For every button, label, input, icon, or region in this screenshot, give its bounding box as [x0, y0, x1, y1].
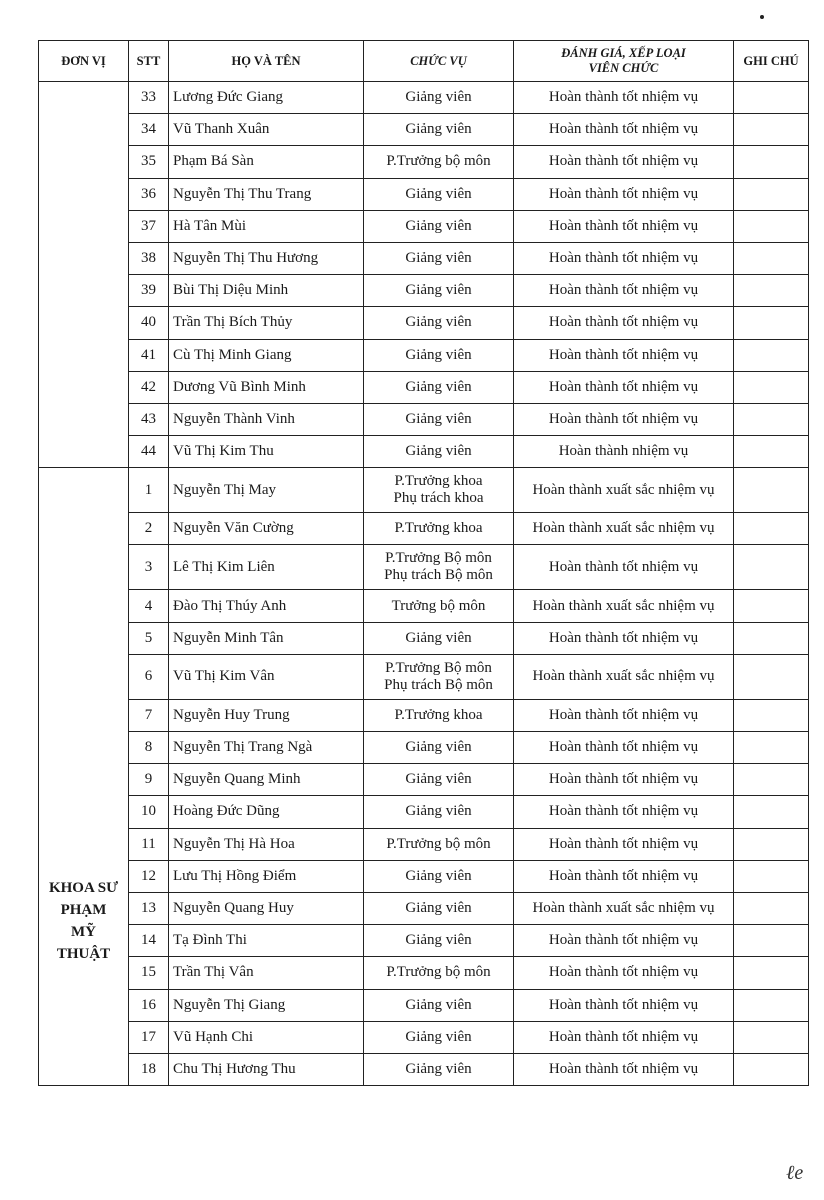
table-row [39, 545, 809, 590]
stt-cell: 42 [129, 371, 169, 403]
stt-cell: 7 [129, 699, 169, 731]
note-cell [734, 242, 809, 274]
position-line: Giảng viên [405, 629, 472, 646]
position-cell [364, 892, 514, 924]
table-row [39, 957, 809, 989]
position-cell [364, 925, 514, 957]
name-cell: Nguyễn Thành Vinh [169, 403, 364, 435]
position-cell [364, 1021, 514, 1053]
position-line: P.Trưởng bộ môn [386, 835, 491, 852]
name-cell: Vũ Thị Kim Thu [169, 436, 364, 468]
evaluation-cell: Hoàn thành tốt nhiệm vụ [514, 860, 734, 892]
stt-cell: 44 [129, 436, 169, 468]
position-cell: Giảng viên [364, 307, 514, 339]
table-row [39, 622, 809, 654]
name-cell: Nguyễn Huy Trung [169, 699, 364, 731]
table-row [39, 339, 809, 371]
name-cell: Nguyễn Thị Hà Hoa [169, 828, 364, 860]
name-cell: Dương Vũ Bình Minh [169, 371, 364, 403]
note-cell [734, 590, 809, 622]
evaluation-cell: Hoàn thành tốt nhiệm vụ [514, 957, 734, 989]
evaluation-cell: Hoàn thành tốt nhiệm vụ [514, 114, 734, 146]
position-line: Trưởng bộ môn [391, 597, 486, 614]
position-cell [364, 545, 514, 590]
position-cell: Giảng viên [364, 210, 514, 242]
stt-cell: 6 [129, 654, 169, 699]
name-cell: Đào Thị Thúy Anh [169, 590, 364, 622]
table-row [39, 654, 809, 699]
table-row [39, 699, 809, 731]
position-cell [364, 989, 514, 1021]
stt-cell: 39 [129, 275, 169, 307]
note-cell [734, 654, 809, 699]
evaluation-cell: Hoàn thành tốt nhiệm vụ [514, 178, 734, 210]
table-row [39, 210, 809, 242]
note-cell [734, 860, 809, 892]
position-line: P.Trưởng khoa [394, 473, 483, 490]
position-line: P.Trưởng khoa [394, 520, 483, 537]
stt-cell: 33 [129, 82, 169, 114]
table-row [39, 1053, 809, 1085]
note-cell [734, 513, 809, 545]
stt-cell: 18 [129, 1053, 169, 1085]
scan-dot [760, 15, 764, 19]
stt-cell: 38 [129, 242, 169, 274]
table-row [39, 513, 809, 545]
name-cell: Vũ Thị Kim Vân [169, 654, 364, 699]
position-cell [364, 654, 514, 699]
evaluation-cell: Hoàn thành tốt nhiệm vụ [514, 82, 734, 114]
handwritten-initial: ℓe [786, 1162, 804, 1184]
position-line: Giảng viên [405, 932, 472, 949]
stt-cell: 37 [129, 210, 169, 242]
name-cell: Vũ Thanh Xuân [169, 114, 364, 146]
note-cell [734, 114, 809, 146]
unit-label-line: MỸ [71, 924, 96, 941]
note-cell [734, 764, 809, 796]
note-cell [734, 146, 809, 178]
note-cell [734, 796, 809, 828]
note-cell [734, 371, 809, 403]
stt-cell: 41 [129, 339, 169, 371]
header-evaluation [514, 41, 734, 82]
header-unit: ĐƠN VỊ [39, 41, 129, 82]
name-cell: Nguyễn Quang Huy [169, 892, 364, 924]
name-cell: Chu Thị Hương Thu [169, 1053, 364, 1085]
stt-cell: 4 [129, 590, 169, 622]
table-row [39, 590, 809, 622]
table-row [39, 436, 809, 468]
name-cell: Nguyễn Minh Tân [169, 622, 364, 654]
note-cell [734, 1021, 809, 1053]
position-line: P.Trưởng Bộ môn [385, 550, 492, 567]
stt-cell: 17 [129, 1021, 169, 1053]
unit-label-line: KHOA SƯ [48, 880, 119, 897]
table-row [39, 764, 809, 796]
name-cell: Phạm Bá Sàn [169, 146, 364, 178]
table-row [39, 307, 809, 339]
position-line: P.Trưởng bộ môn [386, 964, 491, 981]
name-cell: Lê Thị Kim Liên [169, 545, 364, 590]
name-cell: Lương Đức Giang [169, 82, 364, 114]
table-row [39, 860, 809, 892]
note-cell [734, 957, 809, 989]
table-row [39, 925, 809, 957]
position-line: P.Trưởng Bộ môn [385, 659, 492, 676]
evaluation-cell: Hoàn thành tốt nhiệm vụ [514, 989, 734, 1021]
note-cell [734, 468, 809, 513]
note-cell [734, 82, 809, 114]
stt-cell: 36 [129, 178, 169, 210]
evaluation-cell: Hoàn thành tốt nhiệm vụ [514, 307, 734, 339]
evaluation-cell: Hoàn thành tốt nhiệm vụ [514, 545, 734, 590]
name-cell: Nguyễn Thị May [169, 468, 364, 513]
position-cell [364, 860, 514, 892]
table-row [39, 178, 809, 210]
position-cell [364, 1053, 514, 1085]
note-cell [734, 275, 809, 307]
name-cell: Trần Thị Vân [169, 957, 364, 989]
name-cell: Lưu Thị Hồng Điểm [169, 860, 364, 892]
unit-cell-continued [39, 82, 129, 468]
stt-cell: 11 [129, 828, 169, 860]
table-row [39, 892, 809, 924]
note-cell [734, 339, 809, 371]
position-line: Giảng viên [405, 803, 472, 820]
note-cell [734, 699, 809, 731]
stt-cell: 8 [129, 732, 169, 764]
table-row [39, 371, 809, 403]
name-cell: Nguyễn Thị Giang [169, 989, 364, 1021]
table-row [39, 828, 809, 860]
evaluation-cell: Hoàn thành tốt nhiệm vụ [514, 796, 734, 828]
evaluation-cell: Hoàn thành tốt nhiệm vụ [514, 146, 734, 178]
note-cell [734, 828, 809, 860]
position-cell: Giảng viên [364, 436, 514, 468]
position-cell [364, 699, 514, 731]
position-cell: Giảng viên [364, 114, 514, 146]
position-line: Giảng viên [405, 1060, 472, 1077]
note-cell [734, 732, 809, 764]
position-cell: Giảng viên [364, 178, 514, 210]
position-cell: Giảng viên [364, 275, 514, 307]
note-cell [734, 307, 809, 339]
position-line: Phụ trách Bộ môn [384, 567, 493, 584]
evaluation-cell: Hoàn thành tốt nhiệm vụ [514, 925, 734, 957]
position-cell: Giảng viên [364, 339, 514, 371]
position-line: Giảng viên [405, 771, 472, 788]
evaluation-cell: Hoàn thành tốt nhiệm vụ [514, 371, 734, 403]
evaluation-cell: Hoàn thành tốt nhiệm vụ [514, 242, 734, 274]
position-cell [364, 468, 514, 513]
note-cell [734, 403, 809, 435]
stt-cell: 16 [129, 989, 169, 1021]
stt-cell: 1 [129, 468, 169, 513]
header-evaluation-line2: VIÊN CHỨC [588, 61, 659, 75]
position-cell: Giảng viên [364, 403, 514, 435]
evaluation-cell: Hoàn thành xuất sắc nhiệm vụ [514, 513, 734, 545]
table-row [39, 146, 809, 178]
evaluation-cell: Hoàn thành tốt nhiệm vụ [514, 732, 734, 764]
position-line: Phụ trách khoa [393, 490, 484, 507]
evaluation-cell: Hoàn thành tốt nhiệm vụ [514, 828, 734, 860]
note-cell [734, 436, 809, 468]
name-cell: Vũ Hạnh Chi [169, 1021, 364, 1053]
name-cell: Nguyễn Thị Trang Ngà [169, 732, 364, 764]
name-cell: Hoàng Đức Dũng [169, 796, 364, 828]
unit-label-line: THUẬT [56, 946, 111, 963]
position-cell: P.Trưởng bộ môn [364, 146, 514, 178]
stt-cell: 9 [129, 764, 169, 796]
evaluation-cell: Hoàn thành tốt nhiệm vụ [514, 339, 734, 371]
evaluation-cell: Hoàn thành tốt nhiệm vụ [514, 622, 734, 654]
table-row [39, 1021, 809, 1053]
header-row [39, 41, 809, 82]
position-cell: Giảng viên [364, 82, 514, 114]
stt-cell: 15 [129, 957, 169, 989]
position-cell [364, 796, 514, 828]
position-cell [364, 957, 514, 989]
position-cell: Giảng viên [364, 242, 514, 274]
header-name: HỌ VÀ TÊN [169, 41, 364, 82]
evaluation-cell: Hoàn thành tốt nhiệm vụ [514, 1053, 734, 1085]
unit-label-line: PHẠM [60, 902, 107, 919]
evaluation-cell: Hoàn thành xuất sắc nhiệm vụ [514, 590, 734, 622]
position-cell [364, 622, 514, 654]
position-line: Phụ trách Bộ môn [384, 676, 493, 693]
position-line: P.Trưởng khoa [394, 706, 483, 723]
evaluation-cell: Hoàn thành xuất sắc nhiệm vụ [514, 892, 734, 924]
stt-cell: 13 [129, 892, 169, 924]
note-cell [734, 622, 809, 654]
stt-cell: 43 [129, 403, 169, 435]
position-line: Giảng viên [405, 900, 472, 917]
unit-cell-khoa-su-pham-my-thuat [39, 468, 129, 1086]
header-stt: STT [129, 41, 169, 82]
stt-cell: 35 [129, 146, 169, 178]
evaluation-table [38, 40, 809, 1086]
name-cell: Trần Thị Bích Thủy [169, 307, 364, 339]
stt-cell: 40 [129, 307, 169, 339]
table-row [39, 114, 809, 146]
evaluation-cell: Hoàn thành tốt nhiệm vụ [514, 403, 734, 435]
name-cell: Cù Thị Minh Giang [169, 339, 364, 371]
position-cell [364, 732, 514, 764]
name-cell: Hà Tân Mùi [169, 210, 364, 242]
name-cell: Nguyễn Văn Cường [169, 513, 364, 545]
evaluation-cell: Hoàn thành xuất sắc nhiệm vụ [514, 468, 734, 513]
position-cell [364, 764, 514, 796]
note-cell [734, 892, 809, 924]
table-row [39, 796, 809, 828]
header-evaluation-line1: ĐÁNH GIÁ, XẾP LOẠI [561, 46, 686, 60]
table-row [39, 275, 809, 307]
stt-cell: 12 [129, 860, 169, 892]
stt-cell: 2 [129, 513, 169, 545]
table-row [39, 242, 809, 274]
position-line: Giảng viên [405, 996, 472, 1013]
position-line: Giảng viên [405, 867, 472, 884]
stt-cell: 3 [129, 545, 169, 590]
evaluation-cell: Hoàn thành tốt nhiệm vụ [514, 764, 734, 796]
name-cell: Nguyễn Quang Minh [169, 764, 364, 796]
name-cell: Nguyễn Thị Thu Hương [169, 242, 364, 274]
table-row [39, 468, 809, 513]
note-cell [734, 925, 809, 957]
position-cell [364, 828, 514, 860]
table-row [39, 403, 809, 435]
evaluation-cell: Hoàn thành xuất sắc nhiệm vụ [514, 654, 734, 699]
note-cell [734, 178, 809, 210]
header-position: CHỨC VỤ [364, 41, 514, 82]
name-cell: Nguyễn Thị Thu Trang [169, 178, 364, 210]
stt-cell: 5 [129, 622, 169, 654]
evaluation-cell: Hoàn thành nhiệm vụ [514, 436, 734, 468]
evaluation-cell: Hoàn thành tốt nhiệm vụ [514, 699, 734, 731]
name-cell: Tạ Đình Thi [169, 925, 364, 957]
stt-cell: 34 [129, 114, 169, 146]
table-row [39, 82, 809, 114]
note-cell [734, 210, 809, 242]
header-note: GHI CHÚ [734, 41, 809, 82]
evaluation-cell: Hoàn thành tốt nhiệm vụ [514, 210, 734, 242]
note-cell [734, 989, 809, 1021]
stt-cell: 14 [129, 925, 169, 957]
position-cell [364, 590, 514, 622]
evaluation-cell: Hoàn thành tốt nhiệm vụ [514, 275, 734, 307]
position-line: Giảng viên [405, 739, 472, 756]
stt-cell: 10 [129, 796, 169, 828]
evaluation-cell: Hoàn thành tốt nhiệm vụ [514, 1021, 734, 1053]
note-cell [734, 1053, 809, 1085]
position-line: Giảng viên [405, 1028, 472, 1045]
position-cell [364, 513, 514, 545]
name-cell: Bùi Thị Diệu Minh [169, 275, 364, 307]
table-body [39, 82, 809, 1086]
position-cell: Giảng viên [364, 371, 514, 403]
table-row [39, 732, 809, 764]
note-cell [734, 545, 809, 590]
table-row [39, 989, 809, 1021]
